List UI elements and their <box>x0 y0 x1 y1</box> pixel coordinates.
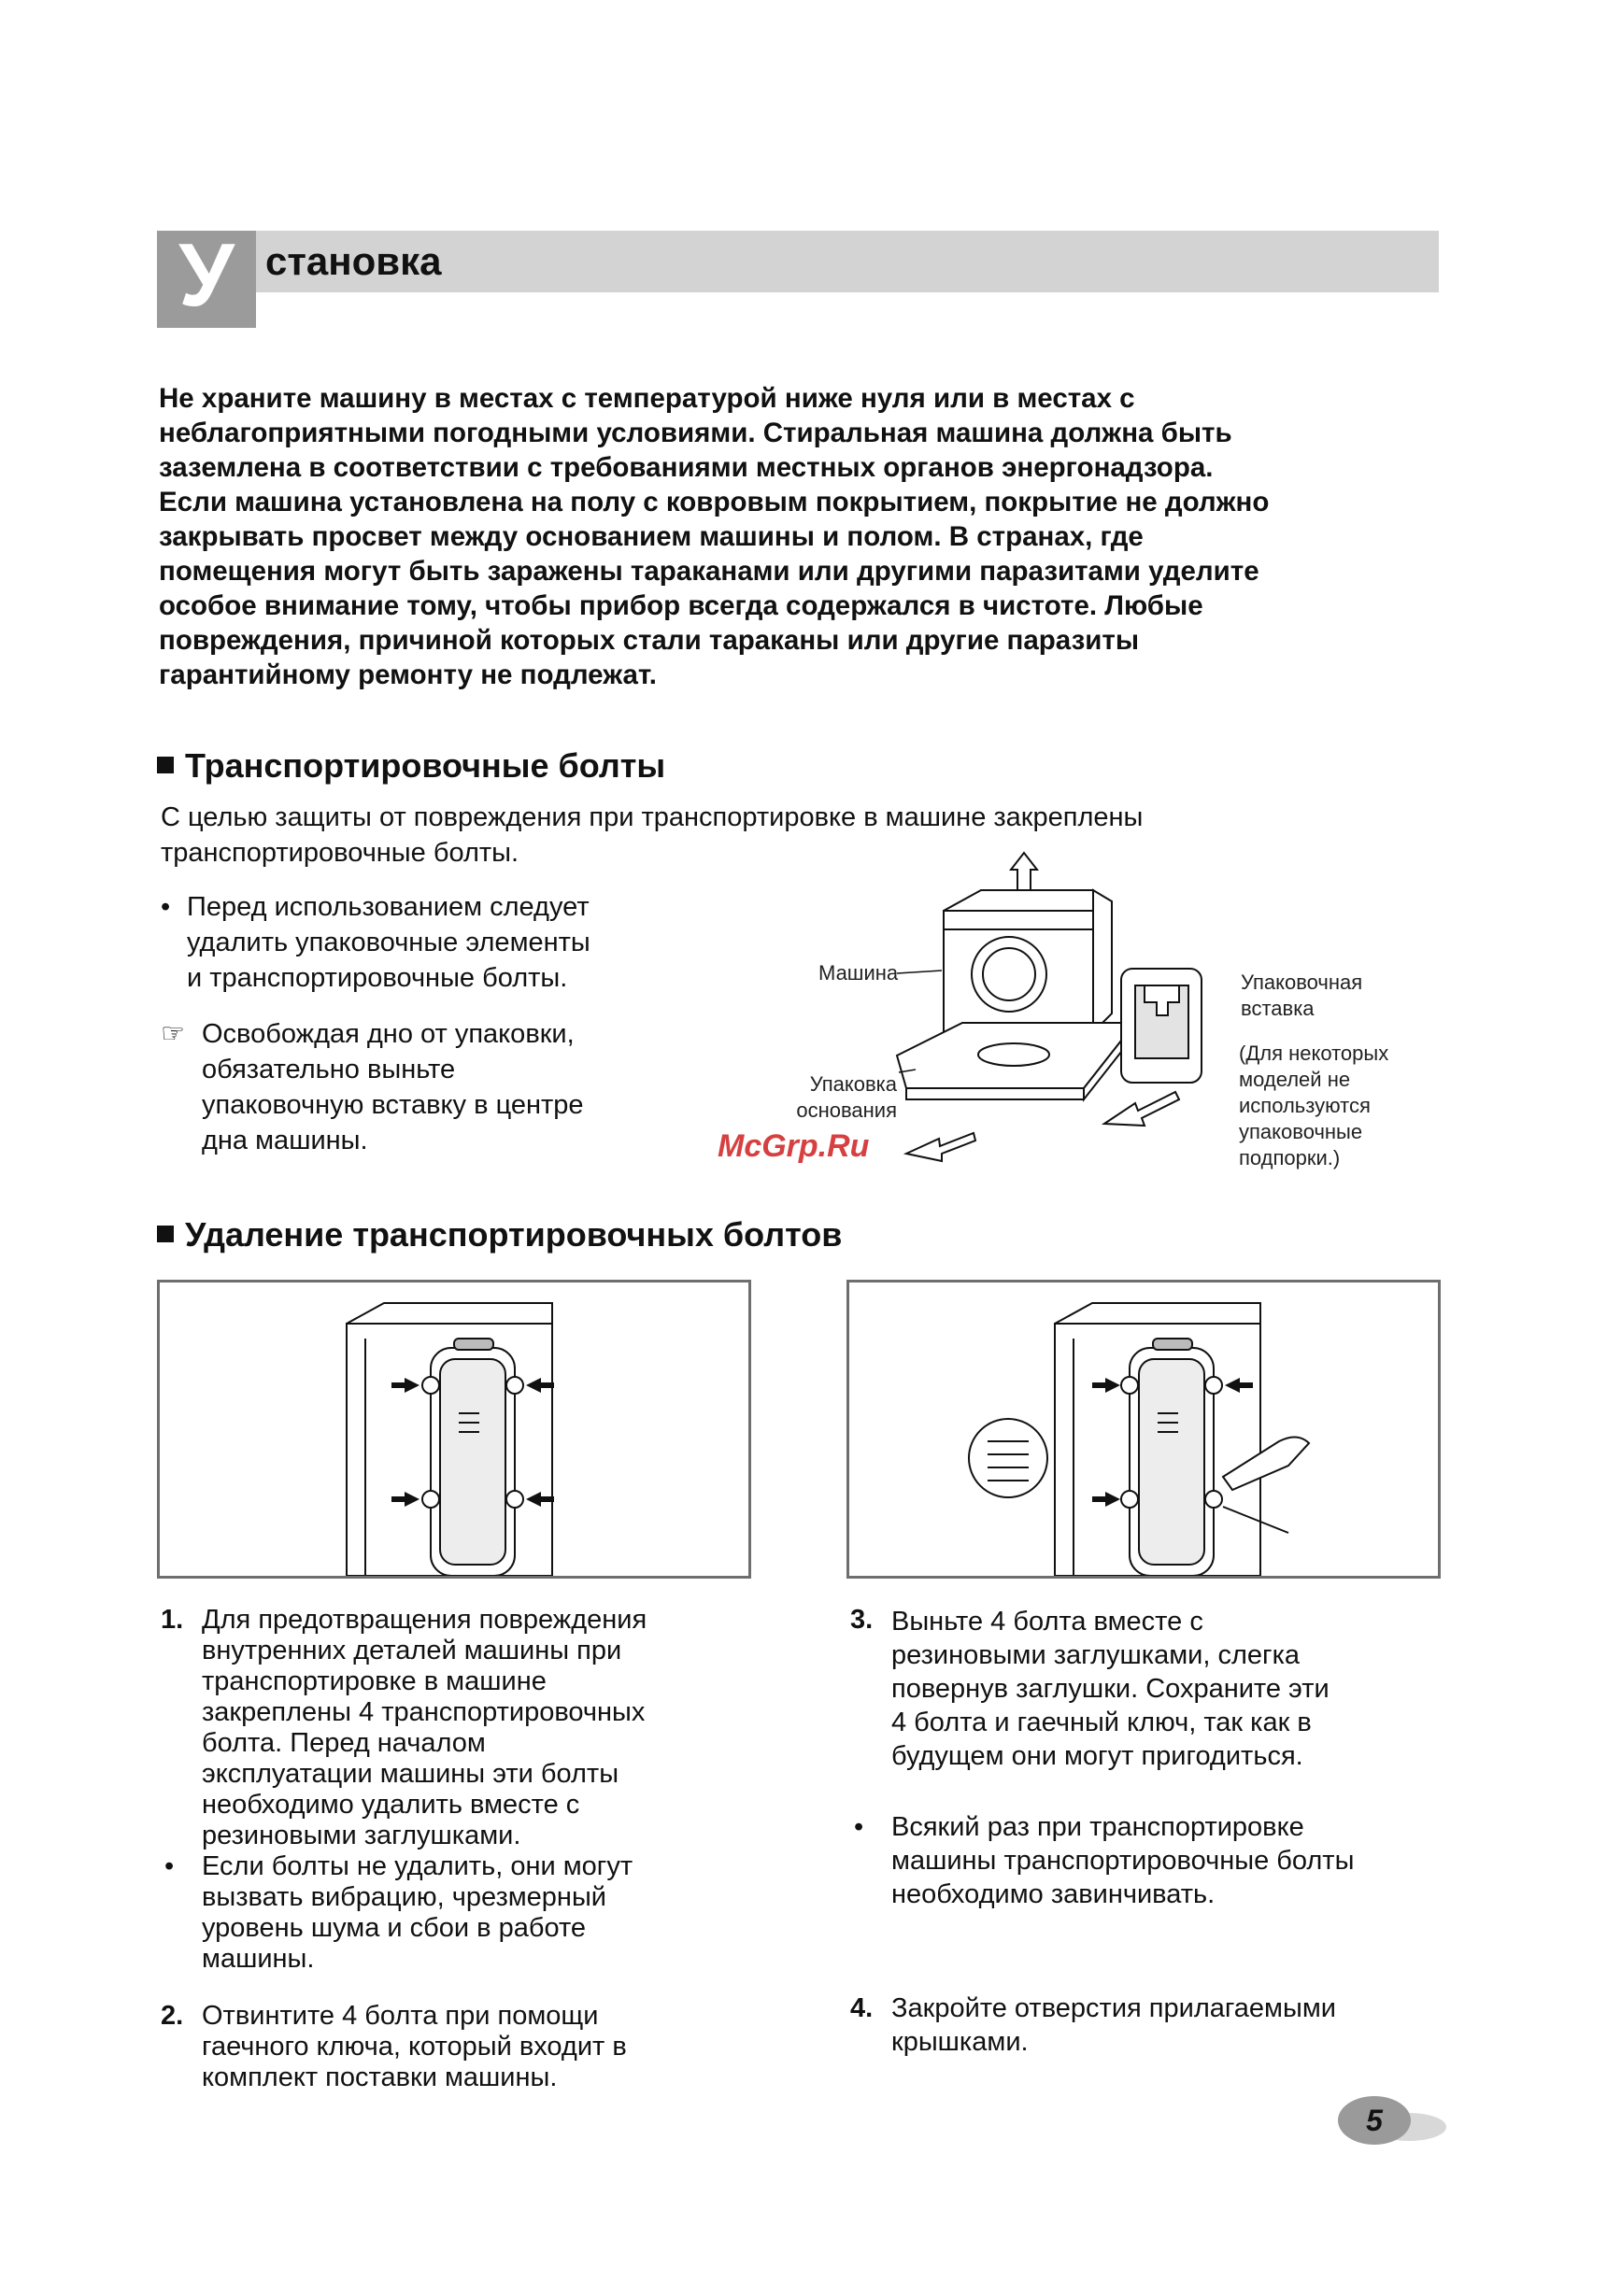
warning-paragraph <box>159 381 1429 692</box>
warning-line: неблагоприятными погодными условиями. Стиральная машина должна быть <box>159 418 1232 448</box>
section-heading-text: Удаление транспортировочных болтов <box>185 1215 843 1254</box>
step-number: 4. <box>850 1993 874 2023</box>
bullet-line: Всякий раз при транспортировке <box>891 1812 1304 1842</box>
step-1 <box>161 1605 740 1851</box>
step-line: гаечного ключа, который входит в <box>202 2032 627 2062</box>
bullet-line: машины транспортировочные болты <box>891 1846 1355 1876</box>
watermark: McGrp.Ru <box>718 1128 870 1164</box>
remove-arrow-icon <box>906 1092 1179 1161</box>
label-insert-line1: Упаковочная <box>1241 971 1363 994</box>
section-initial-letter: У <box>178 225 235 325</box>
warning-line: гарантийному ремонту не подлежат. <box>159 659 657 690</box>
note-line: упаковочные <box>1239 1120 1363 1143</box>
bullet-marker: • <box>164 1851 175 1881</box>
bullet-line: уровень шума и сбои в работе <box>202 1913 587 1943</box>
note-line: моделей не <box>1239 1068 1351 1091</box>
intro-line: транспортировочные болты. <box>161 838 519 868</box>
warning-line: помещения могут быть заражены тараканами или другими паразитами уделите <box>159 556 1259 587</box>
step-line: повернув заглушки. Сохраните эти <box>891 1674 1330 1704</box>
note-line: подпорки.) <box>1239 1146 1341 1169</box>
step-number: 2. <box>161 2001 184 2031</box>
step-3 <box>850 1605 1429 1773</box>
heading-square-icon <box>157 1226 174 1242</box>
bullet-line: удалить упаковочные элементы <box>187 928 590 957</box>
step-line: 4 болта и гаечный ключ, так как в <box>891 1708 1312 1737</box>
bullet-transport <box>850 1810 1429 1911</box>
step-number: 1. <box>161 1605 184 1635</box>
note-line: Освобождая дно от упаковки, <box>202 1019 575 1049</box>
step-4 <box>850 1991 1429 2059</box>
machine-rear-bolts-illustration <box>160 1283 748 1576</box>
step-line: Отвинтите 4 болта при помощи <box>202 2001 599 2031</box>
step-line: транспортировке в машине <box>202 1666 547 1696</box>
note-line: упаковочную вставку в центре <box>202 1090 584 1120</box>
section-heading-text: Транспортировочные болты <box>185 746 666 785</box>
section-heading-bolt-removal <box>157 1214 842 1255</box>
warning-line: повреждения, причиной которых стали тараканы или другие паразиты <box>159 625 1140 656</box>
packing-insert-drawing <box>1121 969 1202 1083</box>
step-line: необходимо удалить вместе с <box>202 1790 580 1820</box>
figure-frame-left <box>157 1280 751 1579</box>
bullet-marker: • <box>854 1812 864 1842</box>
intro-line: С целью защиты от повреждения при транспортировке в машине закреплены <box>161 802 1144 832</box>
note-line: (Для некоторых <box>1239 1042 1389 1065</box>
warning-line: закрывать просвет между основанием машины и полом. В странах, где <box>159 521 1144 552</box>
leader-line <box>897 971 942 973</box>
bullet-line: необходимо завинчивать. <box>891 1879 1216 1909</box>
packing-base-drawing <box>897 1023 1135 1099</box>
section1-bullet <box>161 889 684 996</box>
step-line: Выньте 4 болта вместе с <box>891 1607 1203 1637</box>
note-line: используются <box>1239 1094 1371 1117</box>
label-machine: Машина <box>818 961 899 985</box>
right-column-steps <box>850 1605 1429 2059</box>
section-heading-transport-bolts <box>157 745 665 787</box>
step-line: Для предотвращения повреждения <box>202 1605 647 1635</box>
bullet-line: и транспортировочные болты. <box>187 963 568 993</box>
label-insert-line2: вставка <box>1241 997 1315 1020</box>
heading-square-icon <box>157 757 174 773</box>
step-number: 3. <box>850 1605 874 1635</box>
bullet-line: Перед использованием следует <box>187 892 590 922</box>
step-line: резиновыми заглушками, слегка <box>891 1640 1301 1670</box>
note-line: дна машины. <box>202 1126 368 1155</box>
label-insert-note <box>1239 1041 1388 1171</box>
bolt-removal-wrench-illustration <box>849 1283 1438 1576</box>
bullet-line: машины. <box>202 1944 315 1974</box>
step-line: крышками. <box>891 2027 1029 2057</box>
step-line: комплект поставки машины. <box>202 2062 558 2092</box>
page-number: 5 <box>1338 2096 1411 2145</box>
bullet-vibration <box>161 1851 740 1975</box>
warning-line: Не храните машину в местах с температурой ниже нуля или в местах с <box>159 383 1135 414</box>
step-2 <box>161 2001 740 2093</box>
page-title: становка <box>265 239 442 283</box>
bullet-line: вызвать вибрацию, чрезмерный <box>202 1882 606 1912</box>
step-line: эксплуатации машины эти болты <box>202 1759 619 1789</box>
bullet-marker: • <box>161 892 171 922</box>
step-line: внутренних деталей машины при <box>202 1636 622 1665</box>
label-base-line2: основания <box>796 1098 897 1122</box>
figure-frame-right <box>846 1280 1441 1579</box>
warning-line: особое внимание тому, чтобы прибор всегда содержался в чистоте. Любые <box>159 590 1203 621</box>
hand-pointer-icon: ☞ <box>161 1019 185 1049</box>
step-line: болта. Перед началом <box>202 1728 486 1758</box>
step-line: будущем они могут пригодиться. <box>891 1741 1303 1771</box>
warning-line: Если машина установлена на полу с ковровым покрытием, покрытие не должно <box>159 487 1270 517</box>
washing-machine-drawing <box>944 890 1112 1032</box>
left-column-steps <box>161 1605 740 2093</box>
step-line: закреплены 4 транспортировочных <box>202 1697 646 1727</box>
section1-note <box>161 1016 684 1158</box>
warning-line: заземлена в соответствии с требованиями местных органов энергонадзора. <box>159 452 1214 483</box>
step-line: резиновыми заглушками. <box>202 1821 521 1850</box>
step-line: Закройте отверстия прилагаемыми <box>891 1993 1336 2023</box>
label-base-line1: Упаковка <box>809 1072 897 1096</box>
note-line: обязательно выньте <box>202 1055 456 1084</box>
bullet-line: Если болты не удалить, они могут <box>202 1851 633 1881</box>
